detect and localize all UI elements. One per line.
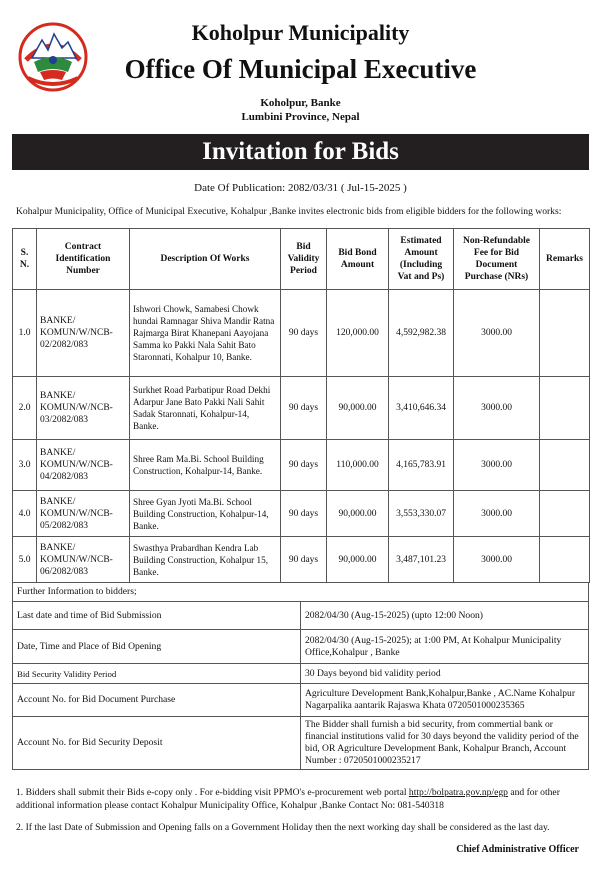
cell-description: Surkhet Road Parbatipur Road Dekhi Adarpur Jane Bato Pakki Nali Sahit Sadak Staronnati, Kohalpur-14, Banke. — [130, 377, 281, 440]
info-heading-row — [13, 583, 589, 602]
cell-fee: 3000.00 — [454, 290, 540, 377]
cell-validity: 90 days — [281, 290, 327, 377]
info-label: Bid Security Validity Period — [13, 664, 301, 684]
cell-estimated: 3,410,646.34 — [389, 377, 454, 440]
note-1 — [16, 786, 586, 812]
cell-description: Ishwori Chowk, Samabesi Chowk hundai Ramnagar Shiva Mandir Ratna Rajmarga Birat Khanepani Aayojana Samma ko Pakki Nala Sahit Bato Staronnati, Kohalpur 10, Banke. — [130, 290, 281, 377]
table-row — [13, 377, 590, 440]
cell-sn: 2.0 — [13, 377, 37, 440]
cell-fee: 3000.00 — [454, 377, 540, 440]
table-row — [13, 290, 590, 377]
cell-remarks — [540, 491, 590, 537]
info-value: The Bidder shall furnish a bid security, from commertial bank or financial institutions valid for 30 days beyond the validity period of the bid, OR Agriculture Development Bank, Kohalpur Branch, Account Number : 0720501000235217 — [301, 717, 589, 770]
col-remarks: Remarks — [540, 229, 590, 290]
info-heading: Further Information to bidders; — [13, 583, 589, 602]
cell-sn: 5.0 — [13, 537, 37, 583]
egp-portal-link[interactable]: http://bolpatra.gov.np/egp — [408, 787, 508, 798]
municipality-name: Koholpur Municipality — [191, 20, 410, 45]
cell-bond: 90,000.00 — [327, 537, 389, 583]
cell-fee: 3000.00 — [454, 440, 540, 491]
signature-title: Chief Administrative Officer — [456, 844, 579, 855]
address — [0, 96, 601, 124]
cell-bond: 120,000.00 — [327, 290, 389, 377]
page-title: Invitation for Bids — [12, 134, 589, 170]
cell-description: Shree Gyan Jyoti Ma.Bi. School Building Construction, Kohalpur-14, Banke. — [130, 491, 281, 537]
cell-estimated: 4,592,982.38 — [389, 290, 454, 377]
cell-validity: 90 days — [281, 491, 327, 537]
info-value: 30 Days beyond bid validity period — [301, 664, 589, 684]
cell-remarks — [540, 377, 590, 440]
note-1-text-a: 1. Bidders shall submit their Bids e-copy only . For e-bidding visit PPMO's e-procurement web portal — [16, 787, 409, 798]
intro-text: Kohalpur Municipality, Office of Municipal Executive, Kohalpur ,Banke invites electronic bids from eligible bidders for the following works: — [16, 206, 562, 217]
col-estimated: Estimated Amount (Including Vat and Ps) — [389, 229, 454, 290]
info-value: 2082/04/30 (Aug-15-2025); at 1:00 PM, At Kohalpur Municipality Office,Kohalpur , Banke — [301, 630, 589, 664]
works-table — [12, 228, 590, 583]
cell-remarks — [540, 537, 590, 583]
col-fee: Non-Refundable Fee for Bid Document Purchase (NRs) — [454, 229, 540, 290]
cell-sn: 1.0 — [13, 290, 37, 377]
cell-bond: 90,000.00 — [327, 377, 389, 440]
cell-contract-id: BANKE/ KOMUN/W/NCB- 03/2082/083 — [37, 377, 130, 440]
cell-description: Swasthya Prabardhan Kendra Lab Building Construction, Kohalpur 15, Banke. — [130, 537, 281, 583]
cell-contract-id: BANKE/ KOMUN/W/NCB- 05/2082/083 — [37, 491, 130, 537]
cell-contract-id: BANKE/ KOMUN/W/NCB- 04/2082/083 — [37, 440, 130, 491]
cell-contract-id: BANKE/ KOMUN/W/NCB- 06/2082/083 — [37, 537, 130, 583]
col-contract-id: Contract Identification Number — [37, 229, 130, 290]
note-1-text-b: and for other additional information please contact Kohalpur Municipality Office, Kohalpur ,Banke Contact No: 081-540318 — [16, 787, 560, 811]
info-label: Date, Time and Place of Bid Opening — [13, 630, 301, 664]
letterhead — [0, 0, 601, 132]
cell-remarks — [540, 290, 590, 377]
table-header-row — [13, 229, 590, 290]
bidder-info-table — [12, 582, 589, 770]
office-name: Office Of Municipal Executive — [124, 54, 477, 84]
table-row — [13, 440, 590, 491]
col-bond: Bid Bond Amount — [327, 229, 389, 290]
info-value: 2082/04/30 (Aug-15-2025) (upto 12:00 Noon) — [301, 602, 589, 630]
col-description: Description Of Works — [130, 229, 281, 290]
cell-estimated: 4,165,783.91 — [389, 440, 454, 491]
address-line-1: Koholpur, Banke — [260, 97, 341, 109]
col-sn: S. N. — [13, 229, 37, 290]
cell-fee: 3000.00 — [454, 537, 540, 583]
info-row — [13, 602, 589, 630]
cell-validity: 90 days — [281, 440, 327, 491]
cell-validity: 90 days — [281, 377, 327, 440]
info-label: Account No. for Bid Document Purchase — [13, 684, 301, 717]
cell-validity: 90 days — [281, 537, 327, 583]
col-validity: Bid Validity Period — [281, 229, 327, 290]
info-row — [13, 630, 589, 664]
cell-estimated: 3,487,101.23 — [389, 537, 454, 583]
address-line-2: Lumbini Province, Nepal — [241, 111, 360, 123]
cell-description: Shree Ram Ma.Bi. School Building Construction, Kohalpur-14, Banke. — [130, 440, 281, 491]
table-row — [13, 491, 590, 537]
info-row — [13, 664, 589, 684]
cell-bond: 110,000.00 — [327, 440, 389, 491]
table-row — [13, 537, 590, 583]
cell-sn: 4.0 — [13, 491, 37, 537]
cell-contract-id: BANKE/ KOMUN/W/NCB- 02/2082/083 — [37, 290, 130, 377]
info-row — [13, 684, 589, 717]
info-label: Last date and time of Bid Submission — [13, 602, 301, 630]
cell-estimated: 3,553,330.07 — [389, 491, 454, 537]
info-label: Account No. for Bid Security Deposit — [13, 717, 301, 770]
info-value: Agriculture Development Bank,Kohalpur,Banke , AC.Name Kohalpur Nagarpalika aantarik Rajaswa Khata 0720501000235365 — [301, 684, 589, 717]
info-row — [13, 717, 589, 770]
publication-date: Date Of Publication: 2082/03/31 ( Jul-15-2025 ) — [194, 182, 407, 194]
note-2: 2. If the last Date of Submission and Opening falls on a Government Holiday then the next working day shall be considered as the last day. — [16, 822, 550, 833]
cell-remarks — [540, 440, 590, 491]
cell-sn: 3.0 — [13, 440, 37, 491]
cell-fee: 3000.00 — [454, 491, 540, 537]
cell-bond: 90,000.00 — [327, 491, 389, 537]
